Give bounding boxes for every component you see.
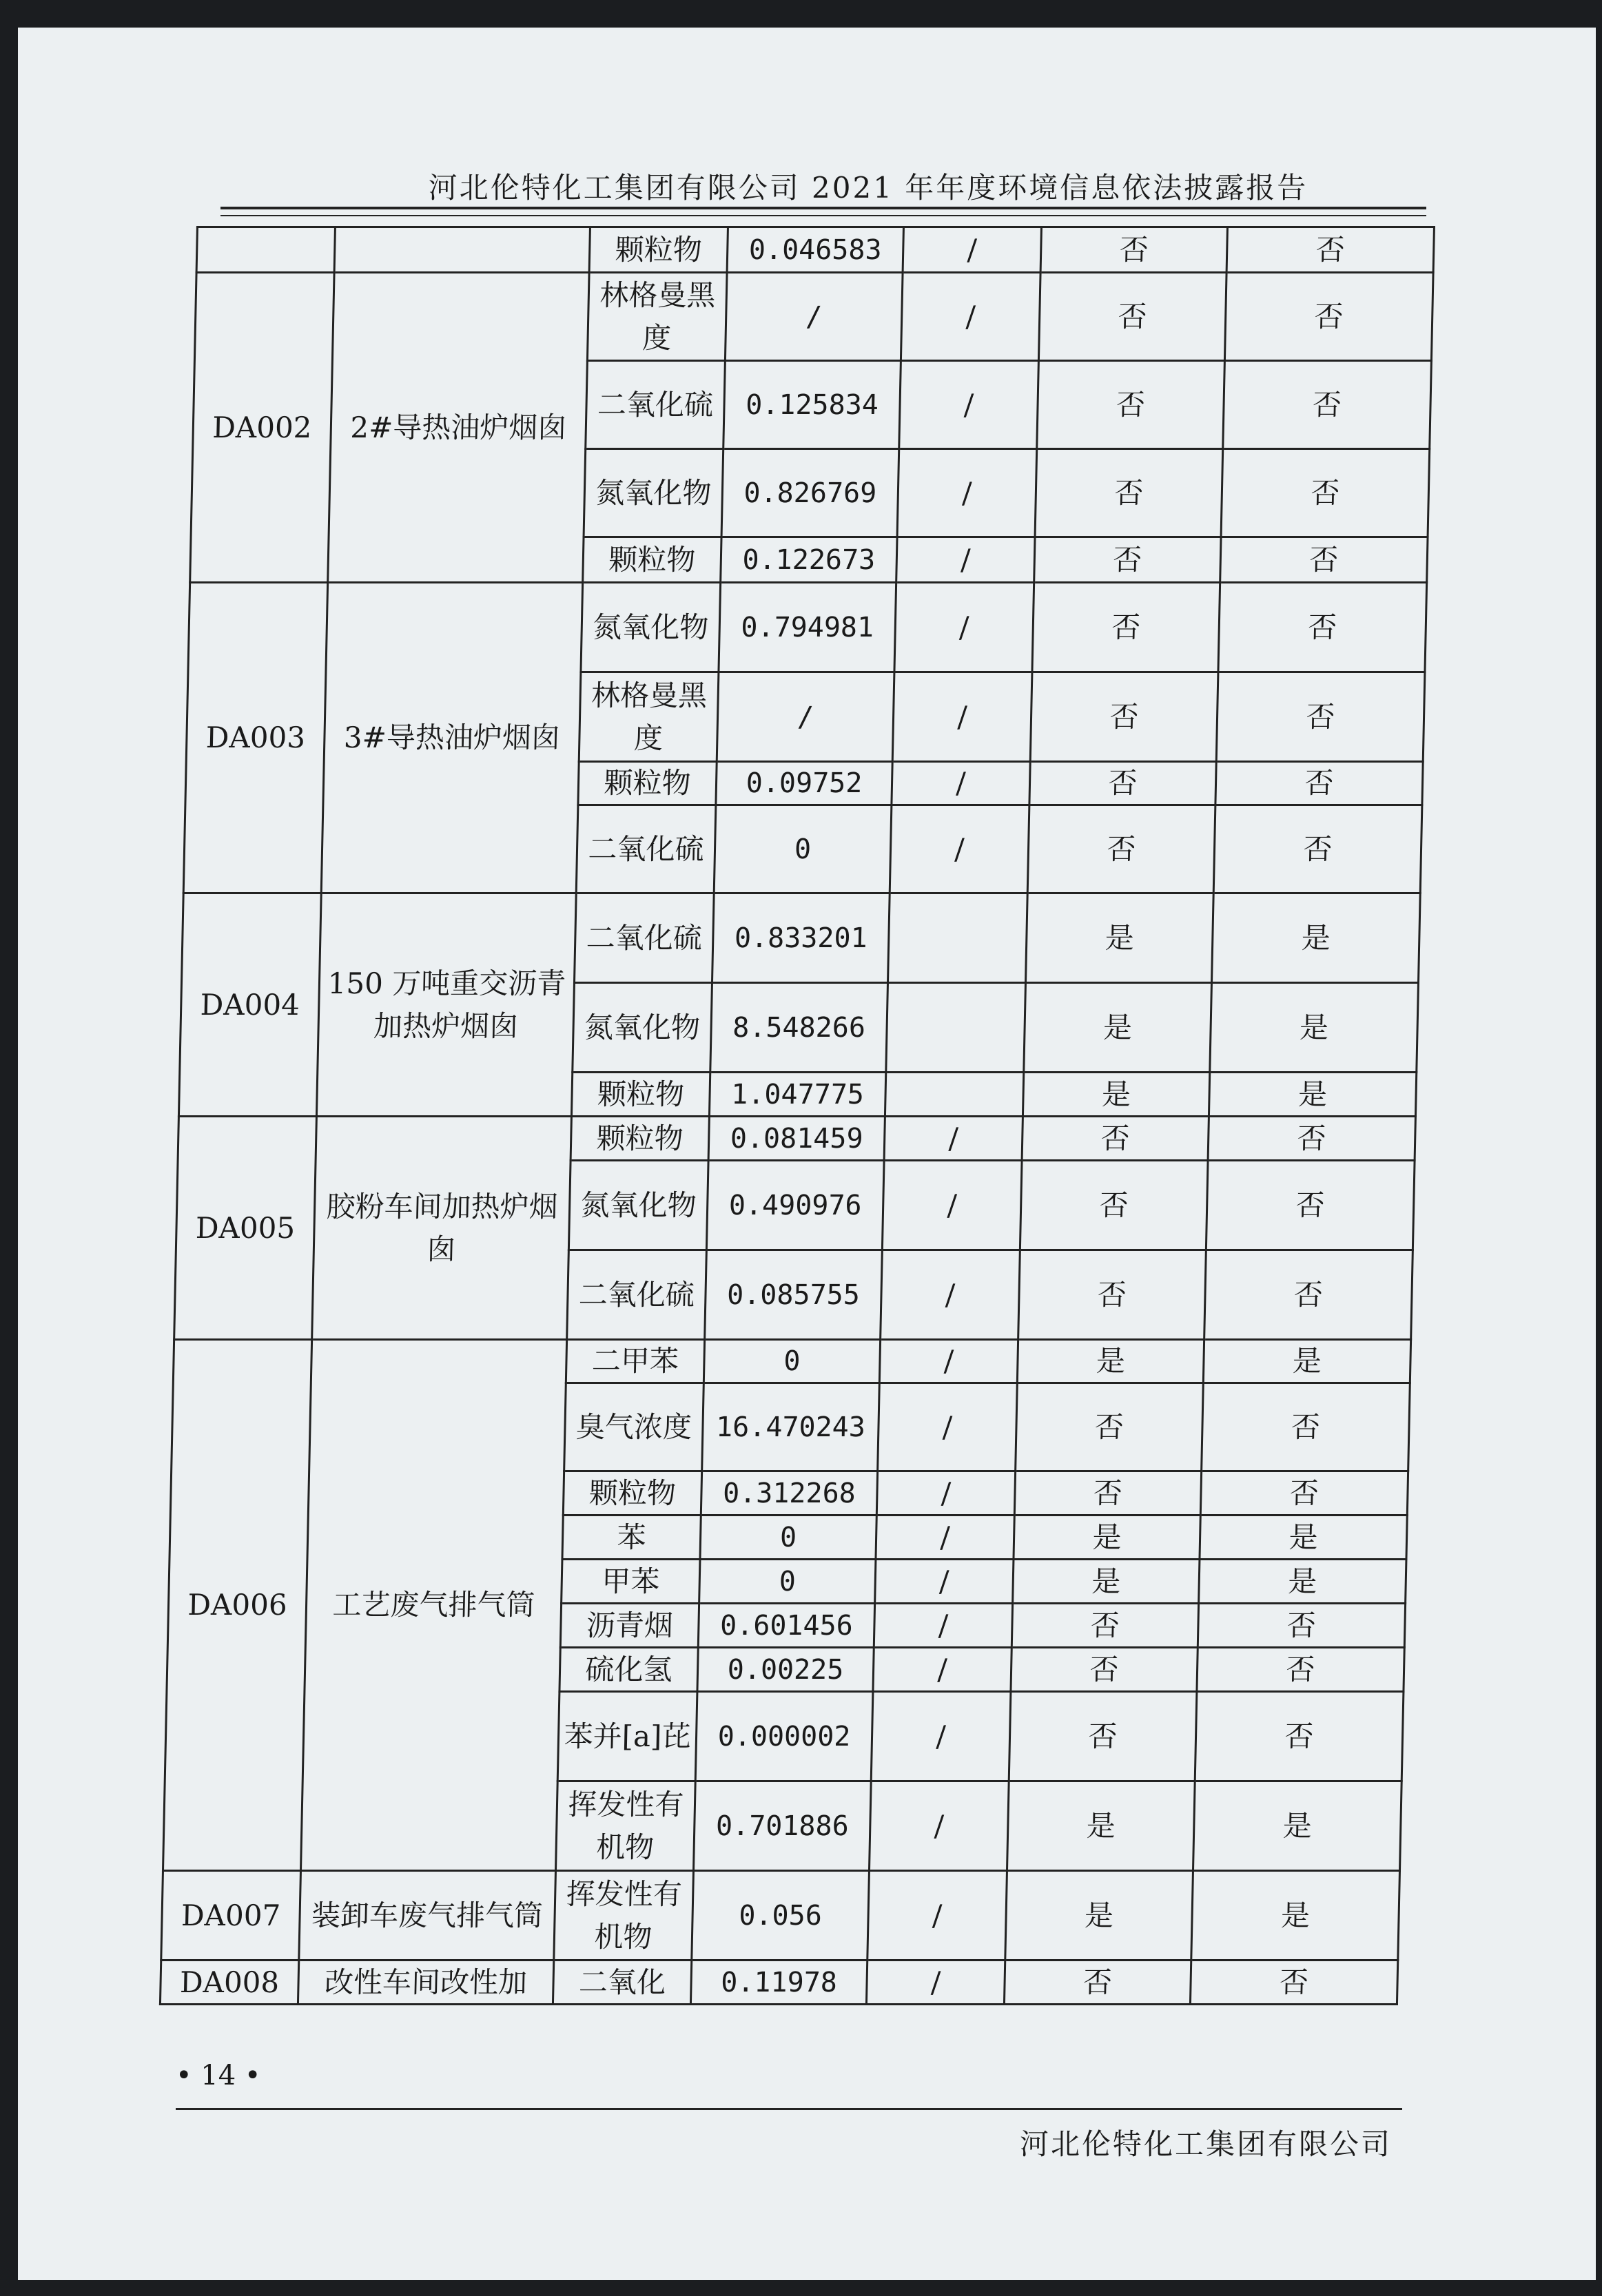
flag-cell-2: 否 xyxy=(1197,1648,1404,1692)
limit-cell: / xyxy=(876,1516,1014,1560)
flag-cell-1: 是 xyxy=(1023,1073,1209,1117)
flag-cell-2: 否 xyxy=(1221,449,1430,537)
limit-cell: / xyxy=(878,1383,1018,1471)
pollutant-cell: 氮氧化物 xyxy=(581,583,721,672)
table-row xyxy=(194,273,1433,361)
limit-cell xyxy=(886,983,1026,1073)
pollutant-cell: 挥发性有机物 xyxy=(554,1871,694,1961)
limit-cell: / xyxy=(866,1961,1005,2005)
outlet-id-cell: DA007 xyxy=(161,1871,301,1961)
pollutant-cell: 二甲苯 xyxy=(566,1340,704,1383)
limit-cell: / xyxy=(881,1250,1020,1340)
flag-cell-1: 是 xyxy=(1005,1871,1193,1961)
limit-cell: / xyxy=(901,273,1040,361)
outlet-name-cell: 150 万吨重交沥青加热炉烟囱 xyxy=(316,893,576,1117)
flag-cell-2: 否 xyxy=(1202,1383,1410,1471)
emission-value-cell: / xyxy=(725,273,903,361)
page-number: • 14 • xyxy=(176,2060,261,2091)
outlet-id-cell: DA003 xyxy=(183,583,327,893)
emission-value-cell: 0.826769 xyxy=(721,449,899,537)
flag-cell-1: 否 xyxy=(1020,1161,1208,1250)
emissions-table-container xyxy=(159,226,1433,2005)
flag-cell-1: 是 xyxy=(1007,1781,1195,1871)
flag-cell-2: 否 xyxy=(1218,583,1427,672)
pollutant-cell: 臭气浓度 xyxy=(564,1383,704,1471)
outlet-id-cell: DA002 xyxy=(190,273,334,583)
limit-cell: / xyxy=(892,672,1032,762)
outlet-name-cell: 改性车间改性加 xyxy=(298,1961,553,2005)
emissions-table xyxy=(159,226,1435,2005)
flag-cell-1: 否 xyxy=(1037,361,1225,449)
flag-cell-2: 否 xyxy=(1208,1117,1415,1161)
emission-value-cell: 0 xyxy=(700,1516,876,1560)
emission-value-cell: 0.000002 xyxy=(695,1692,873,1781)
emission-value-cell: 0.11978 xyxy=(690,1961,867,2005)
limit-cell: / xyxy=(869,1781,1009,1871)
pollutant-cell: 二氧化硫 xyxy=(567,1250,707,1340)
pollutant-cell: 林格曼黑度 xyxy=(587,273,727,361)
pollutant-cell: 苯并[a]芘 xyxy=(557,1692,697,1781)
flag-cell-2: 是 xyxy=(1191,1871,1400,1961)
flag-cell-2: 否 xyxy=(1224,273,1433,361)
table-row xyxy=(188,583,1427,672)
pollutant-cell: 硫化氢 xyxy=(559,1648,698,1692)
flag-cell-2: 是 xyxy=(1203,1340,1410,1383)
flag-cell-2: 否 xyxy=(1190,1961,1397,2005)
limit-cell: / xyxy=(896,537,1035,583)
pollutant-cell: 甲苯 xyxy=(562,1560,700,1604)
emission-value-cell: / xyxy=(717,672,894,762)
outlet-id-cell xyxy=(196,227,335,273)
emission-value-cell: 1.047775 xyxy=(709,1073,885,1117)
flag-cell-2: 否 xyxy=(1226,227,1434,273)
emission-value-cell: 0.09752 xyxy=(716,762,892,805)
emission-value-cell: 0.125834 xyxy=(723,361,901,449)
pollutant-cell: 二氧化 xyxy=(553,1961,691,2005)
limit-cell xyxy=(887,893,1027,983)
pollutant-cell: 颗粒物 xyxy=(578,762,717,805)
emission-value-cell: 0 xyxy=(714,805,892,893)
flag-cell-1: 否 xyxy=(1040,227,1227,273)
pollutant-cell: 二氧化硫 xyxy=(574,893,714,983)
pollutant-cell: 颗粒物 xyxy=(571,1117,709,1161)
table-row xyxy=(196,227,1434,273)
flag-cell-2: 否 xyxy=(1206,1161,1415,1250)
table-row xyxy=(181,893,1420,983)
outlet-name-cell: 3#导热油炉烟囱 xyxy=(321,583,582,893)
emission-value-cell: 0.056 xyxy=(692,1871,870,1961)
footer-rule xyxy=(176,2108,1402,2110)
outlet-name-cell: 胶粉车间加热炉烟囱 xyxy=(312,1117,572,1340)
flag-cell-1: 是 xyxy=(1014,1516,1200,1560)
outlet-id-cell: DA005 xyxy=(174,1117,317,1340)
flag-cell-1: 否 xyxy=(1018,1250,1206,1340)
flag-cell-2: 是 xyxy=(1199,1560,1406,1604)
pollutant-cell: 颗粒物 xyxy=(571,1073,710,1117)
table-row xyxy=(173,1340,1410,1383)
flag-cell-2: 是 xyxy=(1211,893,1420,983)
pollutant-cell: 苯 xyxy=(562,1516,701,1560)
flag-cell-1: 否 xyxy=(1034,537,1221,583)
limit-cell: / xyxy=(879,1340,1018,1383)
flag-cell-1: 否 xyxy=(1004,1961,1191,2005)
limit-cell xyxy=(885,1073,1023,1117)
flag-cell-2: 否 xyxy=(1220,537,1428,583)
emission-value-cell: 0.833201 xyxy=(712,893,890,983)
pollutant-cell: 挥发性有机物 xyxy=(555,1781,695,1871)
pollutant-cell: 颗粒物 xyxy=(589,227,728,273)
limit-cell: / xyxy=(876,1471,1015,1516)
emission-value-cell: 8.548266 xyxy=(710,983,888,1073)
flag-cell-2: 是 xyxy=(1209,1073,1416,1117)
flag-cell-1: 否 xyxy=(1009,1692,1197,1781)
flag-cell-2: 是 xyxy=(1193,1781,1401,1871)
flag-cell-2: 是 xyxy=(1200,1516,1407,1560)
emission-value-cell: 0 xyxy=(699,1560,876,1604)
pollutant-cell: 林格曼黑度 xyxy=(579,672,719,762)
limit-cell: / xyxy=(875,1560,1014,1604)
limit-cell: / xyxy=(892,762,1030,805)
emission-value-cell: 0.794981 xyxy=(719,583,896,672)
flag-cell-1: 是 xyxy=(1025,893,1213,983)
header-rule xyxy=(220,207,1426,209)
limit-cell: / xyxy=(894,583,1034,672)
limit-cell: / xyxy=(899,361,1039,449)
flag-cell-1: 否 xyxy=(1022,1117,1209,1161)
flag-cell-1: 否 xyxy=(1032,583,1220,672)
limit-cell: / xyxy=(874,1604,1012,1648)
emission-value-cell: 0 xyxy=(704,1340,880,1383)
flag-cell-1: 是 xyxy=(1013,1560,1200,1604)
limit-cell: / xyxy=(890,805,1029,893)
pollutant-cell: 氮氧化物 xyxy=(568,1161,708,1250)
flag-cell-1: 否 xyxy=(1030,672,1218,762)
emission-value-cell: 0.085755 xyxy=(705,1250,883,1340)
flag-cell-1: 否 xyxy=(1035,449,1223,537)
flag-cell-2: 否 xyxy=(1204,1250,1413,1340)
limit-cell: / xyxy=(867,1871,1007,1961)
outlet-id-cell: DA006 xyxy=(163,1340,311,1871)
table-row xyxy=(178,1117,1415,1161)
flag-cell-2: 否 xyxy=(1223,361,1432,449)
header-rule-thin xyxy=(220,215,1426,216)
flag-cell-2: 是 xyxy=(1210,983,1419,1073)
table-row xyxy=(161,1871,1400,1961)
flag-cell-2: 否 xyxy=(1216,672,1425,762)
flag-cell-1: 否 xyxy=(1029,762,1216,805)
flag-cell-2: 否 xyxy=(1200,1471,1408,1516)
emission-value-cell: 0.122673 xyxy=(721,537,897,583)
pollutant-cell: 二氧化硫 xyxy=(586,361,726,449)
pollutant-cell: 二氧化硫 xyxy=(576,805,716,893)
flag-cell-1: 否 xyxy=(1027,805,1215,893)
emission-value-cell: 0.00225 xyxy=(697,1648,874,1692)
limit-cell: / xyxy=(873,1648,1011,1692)
outlet-name-cell: 工艺废气排气筒 xyxy=(300,1340,566,1871)
table-row xyxy=(160,1961,1397,2005)
pollutant-cell: 颗粒物 xyxy=(563,1471,701,1516)
limit-cell: / xyxy=(871,1692,1011,1781)
emission-value-cell: 0.046583 xyxy=(727,227,903,273)
flag-cell-2: 否 xyxy=(1213,805,1422,893)
flag-cell-1: 是 xyxy=(1017,1340,1204,1383)
pollutant-cell: 沥青烟 xyxy=(560,1604,699,1648)
outlet-name-cell: 2#导热油炉烟囱 xyxy=(328,273,589,583)
pollutant-cell: 颗粒物 xyxy=(583,537,721,583)
outlet-name-cell xyxy=(334,227,590,273)
flag-cell-1: 是 xyxy=(1024,983,1212,1073)
flag-cell-2: 否 xyxy=(1198,1604,1405,1648)
footer-company-name: 河北伦特化工集团有限公司 xyxy=(1020,2127,1393,2161)
limit-cell: / xyxy=(897,449,1037,537)
flag-cell-1: 否 xyxy=(1038,273,1226,361)
emission-value-cell: 16.470243 xyxy=(702,1383,880,1471)
pollutant-cell: 氮氧化物 xyxy=(584,449,723,537)
emission-value-cell: 0.601456 xyxy=(698,1604,874,1648)
outlet-id-cell: DA008 xyxy=(160,1961,298,2005)
emission-value-cell: 0.701886 xyxy=(693,1781,871,1871)
emission-value-cell: 0.081459 xyxy=(708,1117,885,1161)
flag-cell-2: 否 xyxy=(1195,1692,1404,1781)
flag-cell-1: 否 xyxy=(1014,1471,1201,1516)
flag-cell-1: 否 xyxy=(1016,1383,1204,1471)
flag-cell-2: 否 xyxy=(1215,762,1423,805)
report-header-title: 河北伦特化工集团有限公司 2021 年年度环境信息依法披露报告 xyxy=(428,171,1308,205)
emission-value-cell: 0.490976 xyxy=(706,1161,884,1250)
flag-cell-1: 否 xyxy=(1011,1648,1198,1692)
limit-cell: / xyxy=(882,1161,1022,1250)
limit-cell: / xyxy=(903,227,1041,273)
flag-cell-1: 否 xyxy=(1011,1604,1198,1648)
outlet-name-cell: 装卸车废气排气筒 xyxy=(299,1871,556,1961)
outlet-id-cell: DA004 xyxy=(178,893,321,1117)
emission-value-cell: 0.312268 xyxy=(701,1471,877,1516)
limit-cell: / xyxy=(884,1117,1023,1161)
pollutant-cell: 氮氧化物 xyxy=(573,983,712,1073)
